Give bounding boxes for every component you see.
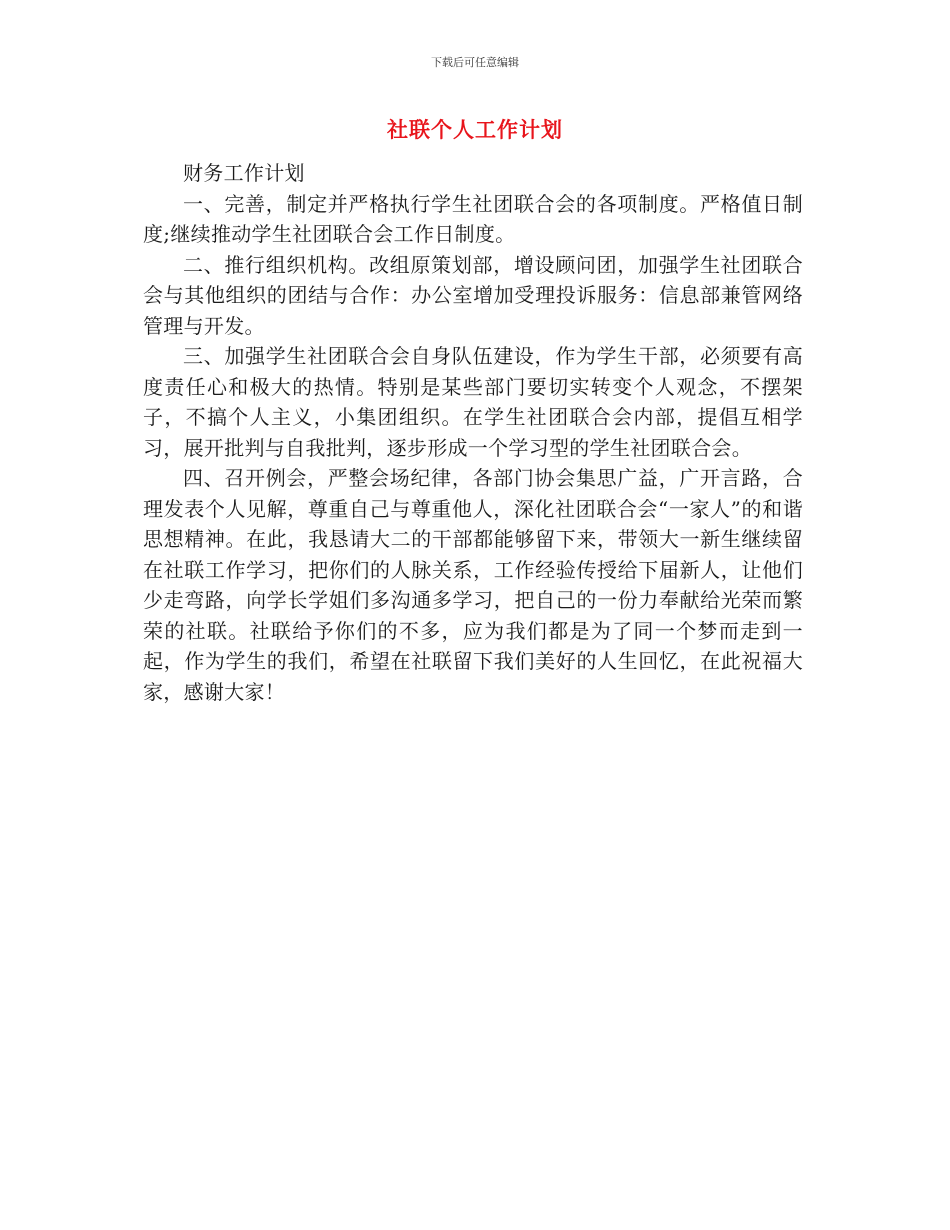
paragraph-3: 三、加强学生社团联合会自身队伍建设，作为学生干部，必须要有高度责任心和极大的热情。特别是某些部门要切实转变个人观念，不摆架子，不搞个人主义，小集团组织。在学生社团联合会内部，提倡互相学习，展开批判与自我批判，逐步形成一个学习型的学生社团联合会。 xyxy=(143,344,803,460)
paragraph-2: 二、推行组织机构。改组原策划部，增设顾问团，加强学生社团联合会与其他组织的团结与合作：办公室增加受理投诉服务：信息部兼管网络管理与开发。 xyxy=(143,252,803,338)
paragraph-1: 一、完善，制定并严格执行学生社团联合会的各项制度。严格值日制度;继续推动学生社团联合会工作日制度。 xyxy=(143,191,803,246)
header-note: 下载后可任意编辑 xyxy=(431,56,519,69)
document-title: 社联个人工作计划 xyxy=(387,118,563,142)
document-body xyxy=(143,158,803,707)
section-heading: 财务工作计划 xyxy=(183,161,305,185)
paragraph-4: 四、召开例会，严整会场纪律，各部门协会集思广益，广开言路，合理发表个人见解，尊重自己与尊重他人，深化社团联合会“一家人”的和谐思想精神。在此，我恳请大二的干部都能够留下来，带领大一新生继续留在社联工作学习，把你们的人脉关系，工作经验传授给下届新人，让他们少走弯路，向学长学姐们多沟通多学习，把自己的一份力奉献给光荣而繁荣的社联。社联给予你们的不多，应为我们都是为了同一个梦而走到一起，作为学生的我们，希望在社联留下我们美好的人生回忆，在此祝福大家，感谢大家！ xyxy=(143,466,803,704)
